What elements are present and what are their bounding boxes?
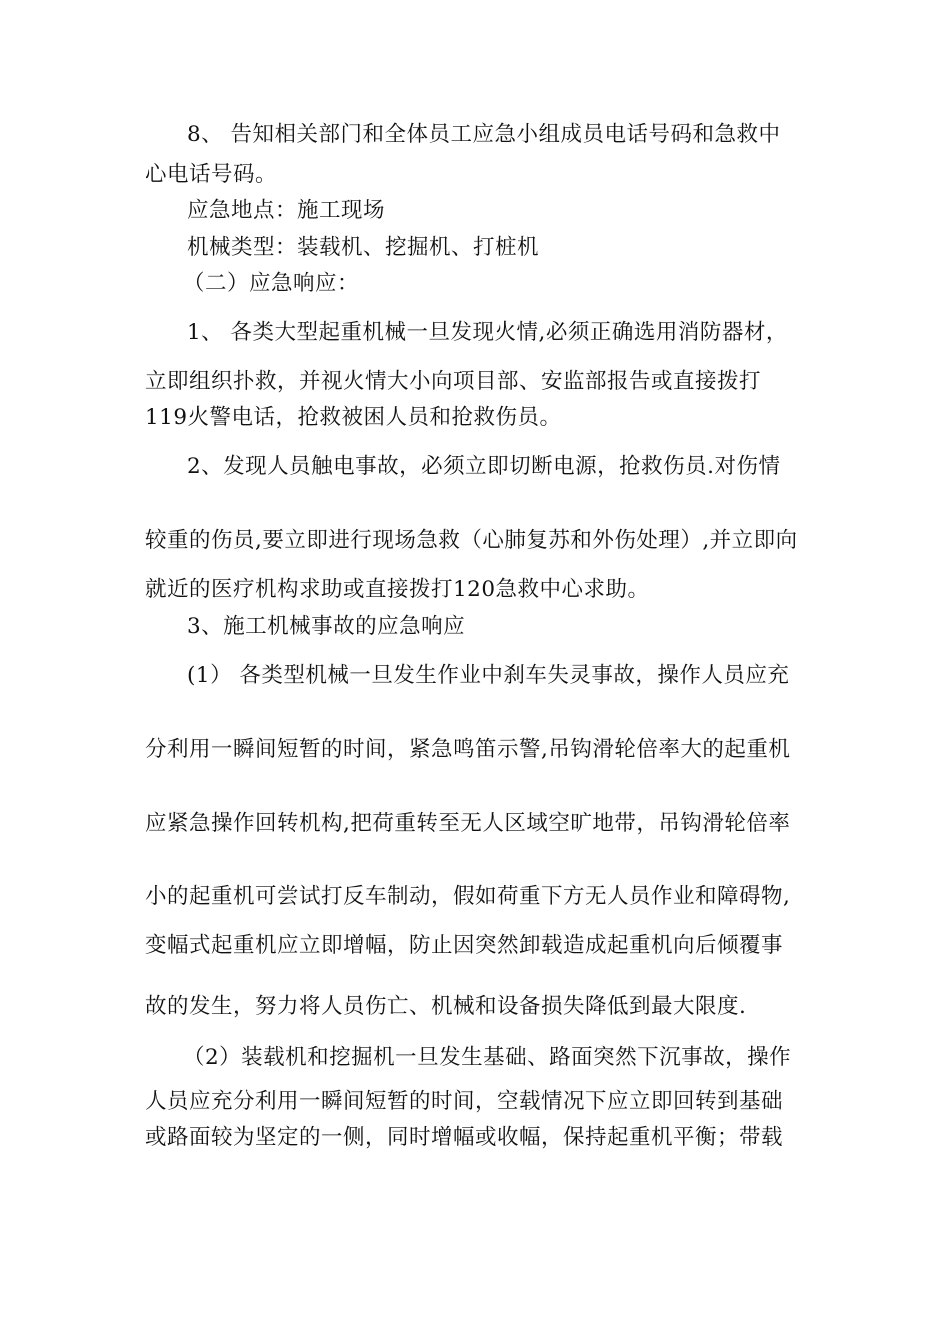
text-line: 立即组织扑救，并视火情大小向项目部、安监部报告或直接拨打 [145,369,762,394]
text-line: 较重的伤员,要立即进行现场急救（心肺复苏和外伤处理）,并立即向 [145,528,798,553]
text-line: 心电话号码。 [145,162,278,187]
text-line: 或路面较为坚定的一侧，同时增幅或收幅，保持起重机平衡；带载 [145,1125,784,1150]
text-line: 小的起重机可尝试打反车制动，假如荷重下方无人员作业和障碍物, [145,884,791,909]
subsection-heading: 3、施工机械事故的应急响应 [187,614,466,639]
text-line: 8、 告知相关部门和全体员工应急小组成员电话号码和急救中 [187,122,781,147]
text-line: 2、发现人员触电事故，必须立即切断电源，抢救伤员.对伤情 [187,454,781,479]
text-line: 机械类型：装载机、挖掘机、打桩机 [187,235,540,260]
text-line: 就近的医疗机构求助或直接拨打120急救中心求助。 [145,577,650,602]
text-line: (1） 各类型机械一旦发生作业中刹车失灵事故，操作人员应充 [187,663,790,688]
text-line: （2）装载机和挖掘机一旦发生基础、路面突然下沉事故，操作 [183,1045,792,1070]
text-line: 应紧急操作回转机构,把荷重转至无人区域空旷地带，吊钩滑轮倍率 [145,811,791,836]
text-line: 故的发生，努力将人员伤亡、机械和设备损失降低到最大限度. [145,994,747,1019]
text-line: 变幅式起重机应立即增幅，防止因突然卸载造成起重机向后倾覆事 [145,933,784,958]
section-heading: （二）应急响应： [183,271,360,296]
text-line: 119火警电话，抢救被困人员和抢救伤员。 [145,405,562,430]
text-line: 分利用一瞬间短暂的时间，紧急鸣笛示警,吊钩滑轮倍率大的起重机 [145,737,791,762]
text-line: 应急地点：施工现场 [187,198,386,223]
text-line: 1、 各类大型起重机械一旦发现火情,必须正确选用消防器材， [187,320,788,345]
text-line: 人员应充分利用一瞬间短暂的时间，空载情况下应立即回转到基础 [145,1089,784,1114]
